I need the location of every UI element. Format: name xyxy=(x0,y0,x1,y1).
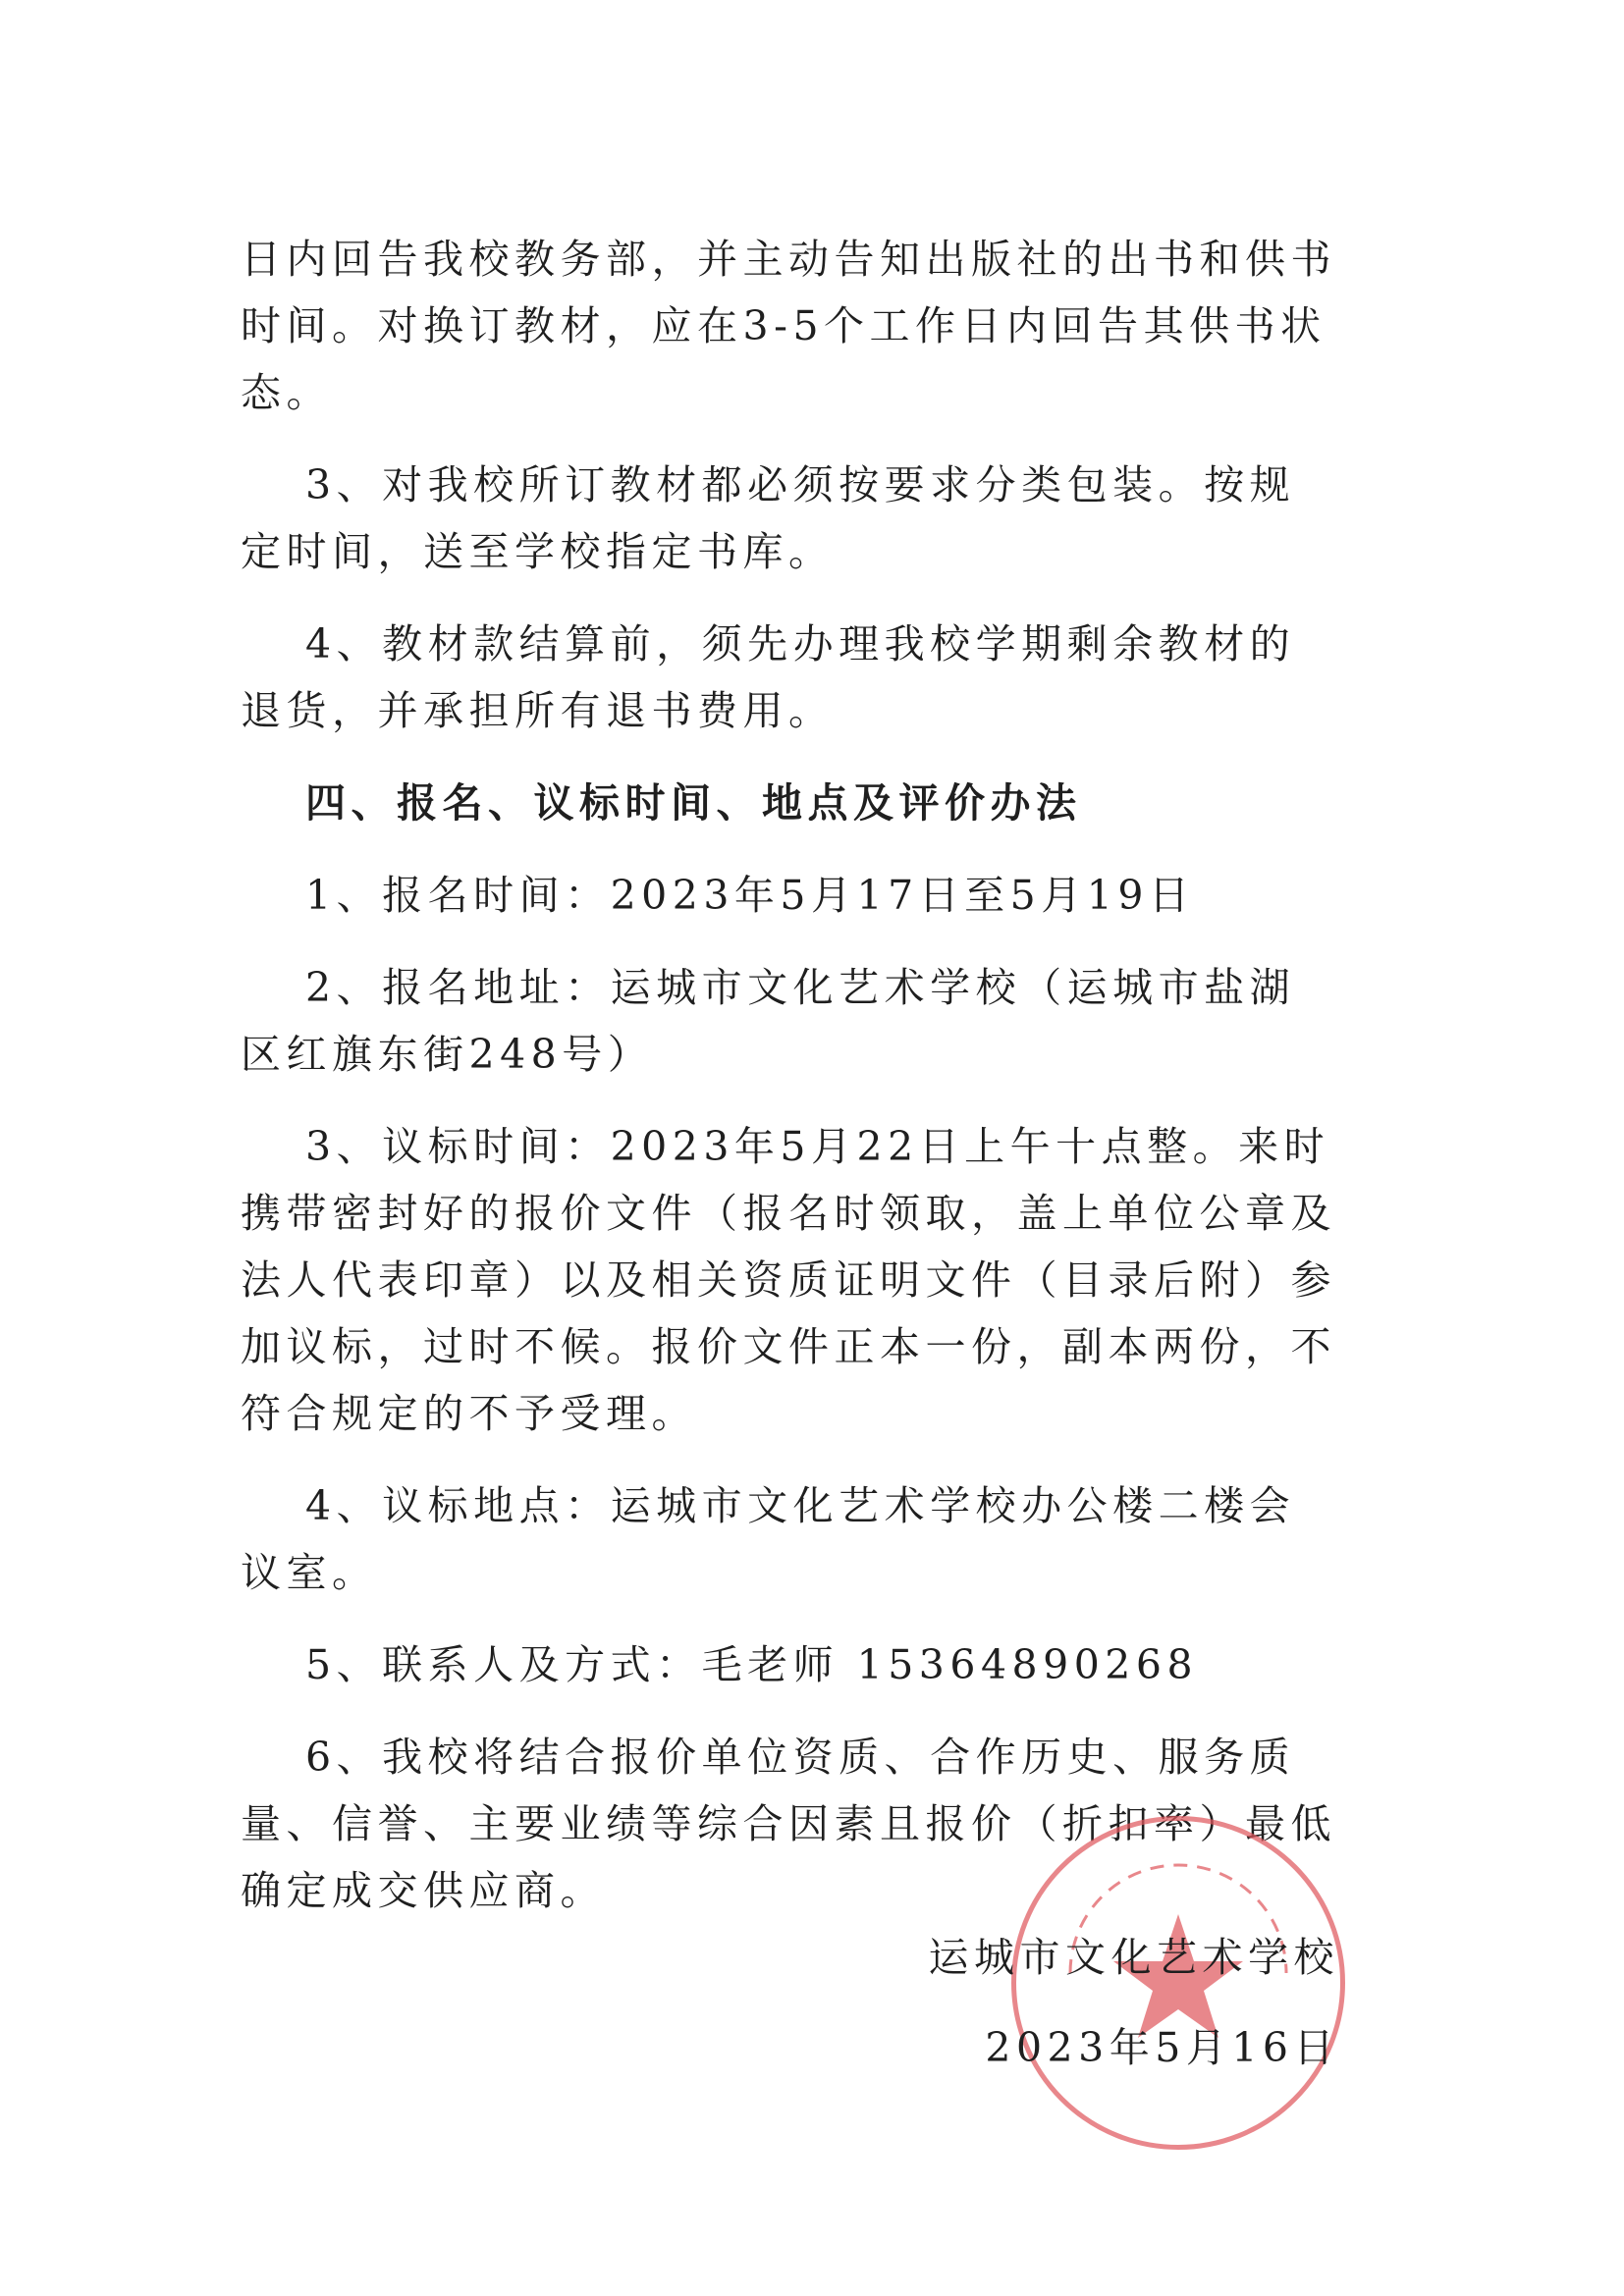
paragraph-item-4-settlement: 4、教材款结算前，须先办理我校学期剩余教材的退货，并承担所有退书费用。 xyxy=(241,620,1296,734)
paragraph-item-3-packaging: 3、对我校所订教材都必须按要求分类包装。按规定时间，送至学校指定书库。 xyxy=(241,461,1296,575)
paragraph-bidding-location: 4、议标地点：运城市文化艺术学校办公楼二楼会议室。 xyxy=(241,1482,1296,1596)
signoff-organization: 运城市文化艺术学校 xyxy=(928,1934,1339,1981)
paragraph-registration-time: 1、报名时间：2023年5月17日至5月19日 xyxy=(305,872,1195,919)
paragraph-registration-address: 2、报名地址：运城市文化艺术学校（运城市盐湖区红旗东街248号） xyxy=(241,964,1296,1078)
paragraph-continuation: 日内回告我校教务部，并主动告知出版社的出书和供书时间。对换订教材，应在3-5个工作日内回告其供书状态。 xyxy=(241,236,1336,416)
paragraph-contact: 5、联系人及方式：毛老师 15364890268 xyxy=(305,1641,1199,1688)
signoff-date: 2023年5月16日 xyxy=(985,2024,1339,2071)
section-heading-registration: 四、报名、议标时间、地点及评价办法 xyxy=(305,779,1082,827)
paragraph-bidding-time: 3、议标时间：2023年5月22日上午十点整。来时携带密封好的报价文件（报名时领取，盖上单位公章及法人代表印章）以及相关资质证明文件（目录后附）参加议标，过时不候。报价文件正本一份，副本两份，不符合规定的不予受理。 xyxy=(241,1123,1336,1437)
paragraph-evaluation-method: 6、我校将结合报价单位资质、合作历史、服务质量、信誉、主要业绩等综合因素且报价（折扣率）最低确定成交供应商。 xyxy=(241,1734,1336,1914)
document-body xyxy=(241,226,1340,1949)
